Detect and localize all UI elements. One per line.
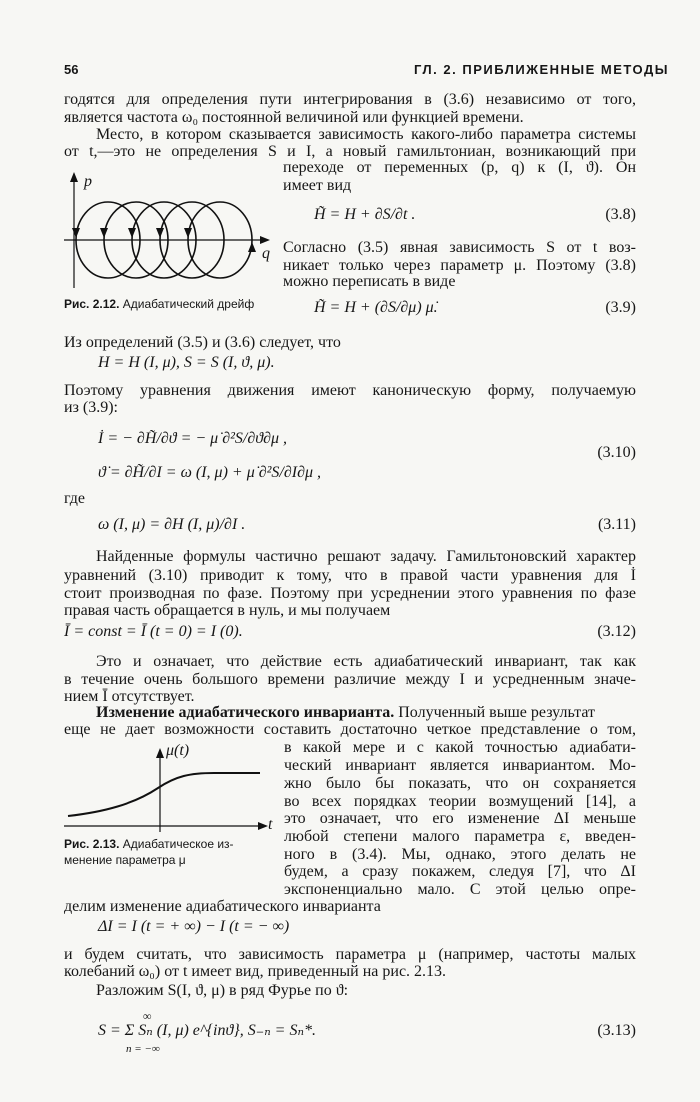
mu-axis-arrow	[156, 748, 164, 758]
equation-number: (3.9)	[605, 299, 636, 316]
text-line: ческий инвариант является инвариантом. Мо-	[284, 757, 636, 774]
section-heading: Изменение адиабатического инварианта.	[96, 704, 395, 721]
text-line: делим изменение адиабатического инварианта	[64, 898, 381, 915]
text-line: ного в (3.4). Мы, однако, этого делать не	[284, 846, 636, 863]
text-line: в течение очень большого времени различие между I и усредненным значе-	[64, 671, 636, 688]
t-axis-label: t	[268, 816, 273, 833]
text-line: Поэтому уравнения движения имеют каноническую форму, получаемую	[64, 382, 636, 399]
text-line: Это и означает, что действие есть адиабатический инвариант, так как	[96, 653, 636, 670]
mu-axis-label: μ(t)	[166, 742, 190, 759]
page-number: 56	[64, 62, 79, 77]
equation-3-10-line2: ϑ̇ = ∂H̃/∂I = ω (I, μ) + μ̇ ∂²S/∂I∂μ ,	[98, 464, 322, 481]
equation-number: (3.11)	[597, 516, 636, 533]
t-axis-arrow	[258, 822, 268, 830]
figure-caption: Рис. 2.12. Адиабатический дрейф	[64, 297, 255, 311]
text-line: жно было бы показать, что он сохраняется	[284, 775, 636, 792]
text-line: нием Ī отсутствует.	[64, 688, 195, 705]
text-line: от t,—это не определения S и I, а новый гамильтониан, возникающий при	[64, 143, 636, 160]
sum-lower-limit: n = −∞	[126, 1043, 160, 1055]
equation-3-11: ω (I, μ) = ∂H (I, μ)/∂I .	[98, 516, 246, 533]
p-axis-label: p	[84, 173, 92, 190]
equation-3-8: H̃ = H + ∂S/∂t .	[314, 206, 416, 223]
figure-caption: Рис. 2.13. Адиабатическое из-	[64, 837, 234, 851]
text-line: экспоненциально мало. С этой целью опре-	[284, 881, 636, 898]
text-line: переходе от переменных (p, q) к (I, ϑ). Он	[283, 159, 636, 176]
p-axis-arrow	[70, 172, 78, 182]
figure-caption-line2: менение параметра μ	[64, 853, 186, 867]
text-line: правая часть обращается в нуль, и мы получаем	[64, 602, 391, 619]
mu-curve	[68, 773, 260, 816]
running-header: ГЛ. 2. ПРИБЛИЖЕННЫЕ МЕТОДЫ	[414, 62, 669, 77]
text-line: уравнений (3.10) приводит к тому, что в правой части уравнения для İ	[64, 567, 636, 584]
adiabatic-drift-figure	[64, 168, 284, 293]
text-line: во всех порядках теории возмущений [14], а	[284, 793, 636, 810]
equation-3-10-line1: İ = − ∂H̃/∂ϑ = − μ̇ ∂²S/∂ϑ∂μ ,	[98, 430, 288, 447]
text-line: можно переписать в виде	[283, 273, 456, 290]
equation-number: (3.10)	[597, 444, 636, 461]
equation-number: (3.12)	[597, 623, 636, 640]
equation-3-13: S = Σ Sₙ (I, μ) e^{inϑ}, S₋ₙ = Sₙ*.	[98, 1022, 316, 1039]
text-line: стоит производная по фазе. Поэтому при усреднении этого уравнения по фазе	[64, 585, 636, 602]
text-line: еще не дает возможности составить достаточно четкое представление о том,	[64, 721, 636, 738]
text-line: Найденные формулы частично решают задачу. Гамильтоновский характер	[96, 548, 636, 565]
text-line: Разложим S(I, ϑ, μ) в ряд Фурье по ϑ:	[96, 982, 349, 999]
text-line: имеет вид	[283, 177, 352, 194]
text-line: это означает, что его изменение ΔI меньше	[284, 810, 636, 827]
equation-3-9: H̃ = H + (∂S/∂μ) μ̇.	[314, 299, 438, 316]
text-line: будем, а сразу покажем, следуя [7], что ΔI	[284, 863, 636, 880]
equation-3-12: Ī = const = Ī (t = 0) = I (0).	[64, 623, 243, 640]
delta-i-equation: ΔI = I (t = + ∞) − I (t = − ∞)	[98, 918, 290, 935]
text-line: из (3.9):	[64, 399, 118, 416]
text-line: где	[64, 490, 86, 507]
text-line: в какой мере и с какой точностью адиабати-	[284, 739, 636, 756]
text-line: Из определений (3.5) и (3.6) следует, что	[64, 334, 341, 351]
text-line: любой степени малого параметра ε, введен-	[284, 828, 636, 845]
text-line: никает только через параметр μ. Поэтому (3.8)	[283, 257, 636, 274]
text-line: годятся для определения пути интегрирования в (3.6) независимо от того,	[64, 91, 636, 108]
equation-number: (3.8)	[605, 206, 636, 223]
text-line: является частота ω₀ постоянной величиной или функцией времени.	[64, 109, 524, 126]
definitions-equation: H = H (I, μ), S = S (I, ϑ, μ).	[98, 354, 275, 371]
text-line: колебаний ω₀) от t имеет вид, приведенный на рис. 2.13.	[64, 963, 447, 980]
q-axis-arrow	[260, 236, 270, 244]
text-line: Место, в котором сказывается зависимость какого-либо параметра системы	[96, 126, 636, 143]
text-line: и будем считать, что зависимость параметра μ (например, частоты малых	[64, 946, 636, 963]
text-line: Согласно (3.5) явная зависимость S от t воз-	[283, 239, 636, 256]
sum-upper-limit: ∞	[143, 1009, 152, 1023]
q-axis-label: q	[262, 245, 270, 262]
text-line: Изменение адиабатического инварианта. Полученный выше результат	[96, 704, 596, 721]
equation-number: (3.13)	[597, 1022, 636, 1039]
